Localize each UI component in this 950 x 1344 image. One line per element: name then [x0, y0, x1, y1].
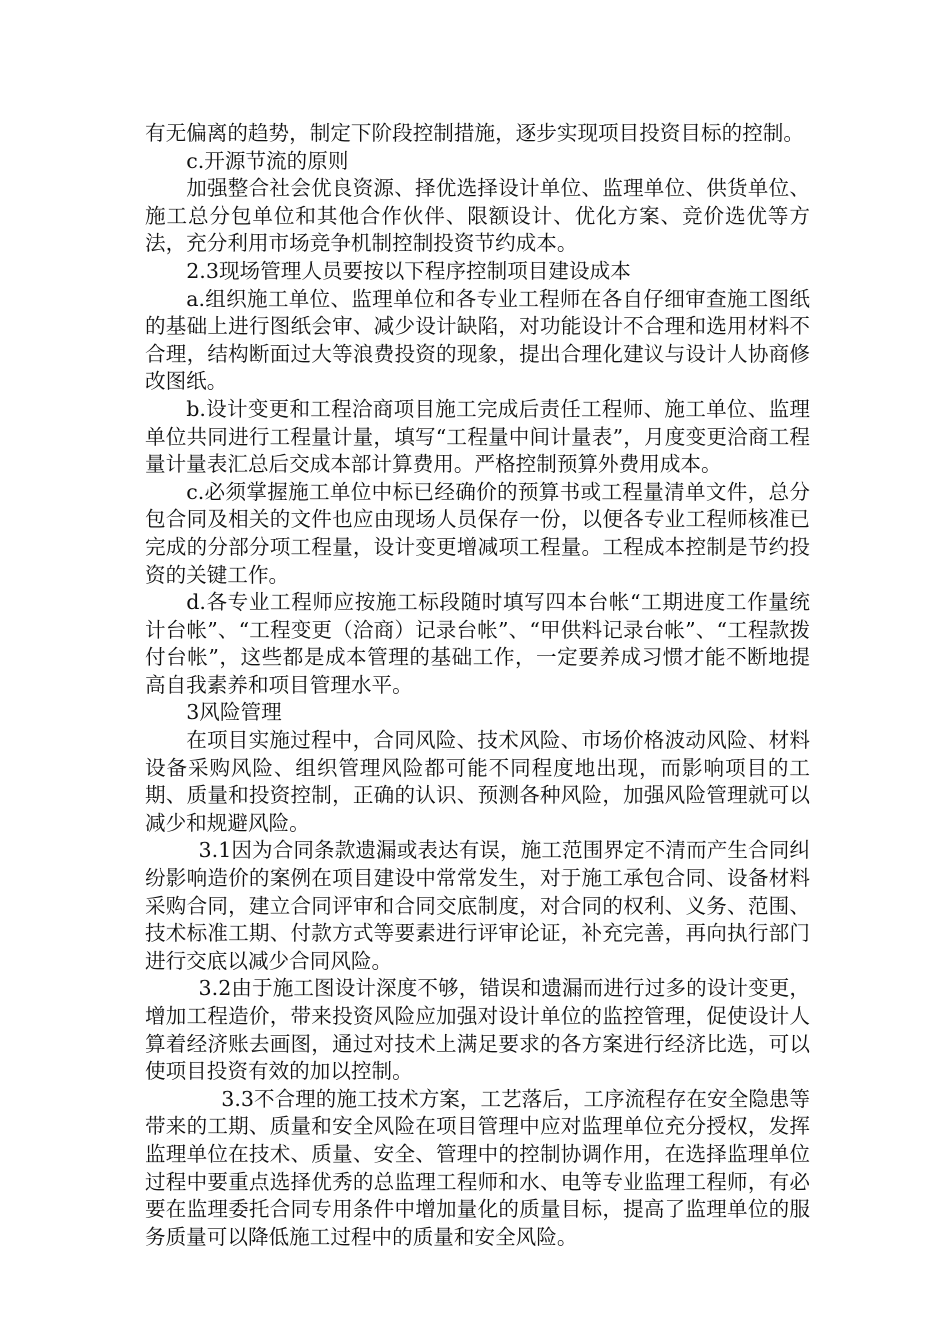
- paragraph-b: b.设计变更和工程洽商项目施工完成后责任工程师、施工单位、监理单位共同进行工程量计量，填写“工程量中间计量表”，月度变更洽商工程量计量表汇总后交成本部计算费用。严格控制预算外费用成本。: [145, 396, 810, 477]
- paragraph-c: c.必须掌握施工单位中标已经确价的预算书或工程量清单文件，总分包合同及相关的文件也应由现场人员保存一份，以便各专业工程师核准已完成的分部分项工程量，设计变更增减项工程量。工程成本控制是节约投资的关键工作。: [145, 479, 810, 587]
- paragraph-3-2: 3.2由于施工图设计深度不够，错误和遗漏而进行过多的设计变更，增加工程造价，带来投资风险应加强对设计单位的监控管理，促使设计人算着经济账去画图，通过对技术上满足要求的各方案进行经济比选，可以使项目投资有效的加以控制。: [145, 976, 810, 1084]
- paragraph-continuation: 有无偏离的趋势，制定下阶段控制措施，逐步实现项目投资目标的控制。: [145, 121, 804, 145]
- paragraph-a: a.组织施工单位、监理单位和各专业工程师在各自仔细审查施工图纸的基础上进行图纸会审、减少设计缺陷，对功能设计不合理和选用材料不合理，结构断面过大等浪费投资的现象，提出合理化建议与设计人协商修改图纸。: [145, 286, 810, 394]
- document-body: [145, 120, 810, 1251]
- paragraph-d: d.各专业工程师应按施工标段随时填写四本台帐“工期进度工作量统计台帐”、“工程变更（洽商）记录台帐”、“甲供料记录台帐”、“工程款拨付台帐”，这些都是成本管理的基础工作，一定要养成习惯才能不断地提高自我素养和项目管理水平。: [145, 590, 810, 697]
- heading-c-open-source: c.开源节流的原则: [186, 148, 349, 173]
- paragraph-3-1: 3.1因为合同条款遗漏或表达有误，施工范围界定不清而产生合同纠纷影响造价的案例在项目建设中常常发生，对于施工承包合同、设备材料采购合同，建立合同评审和合同交底制度，对合同的权利、义务、范围、技术标准工期、付款方式等要素进行评审论证，补充完善，再向执行部门进行交底以减少合同风险。: [145, 838, 810, 973]
- paragraph-resources: 加强整合社会优良资源、择优选择设计单位、监理单位、供货单位、施工总分包单位和其他合作伙伴、限额设计、优化方案、竞价选优等方法，充分利用市场竞争机制控制投资节约成本。: [145, 176, 810, 256]
- heading-2-3: 2.3现场管理人员要按以下程序控制项目建设成本: [186, 258, 631, 283]
- paragraph-3-3: 3.3不合理的施工技术方案，工艺落后，工序流程存在安全隐患等带来的工期、质量和安全风险在项目管理中应对监理单位充分授权，发挥监理单位在技术、质量、安全、管理中的控制协调作用，在选择监理单位过程中要重点选择优秀的总监理工程师和水、电等专业监理工程师，有必要在监理委托合同专用条件中增加量化的质量目标，提高了监理单位的服务质量可以降低施工过程中的质量和安全风险。: [145, 1086, 810, 1249]
- heading-3-risk: 3风险管理: [186, 700, 282, 725]
- paragraph-risk-intro: 在项目实施过程中，合同风险、技术风险、市场价格波动风险、材料设备采购风险、组织管理风险都可能不同程度地出现，而影响项目的工期、质量和投资控制，正确的认识、预测各种风险，加强风险管理就可以减少和规避风险。: [145, 728, 810, 835]
